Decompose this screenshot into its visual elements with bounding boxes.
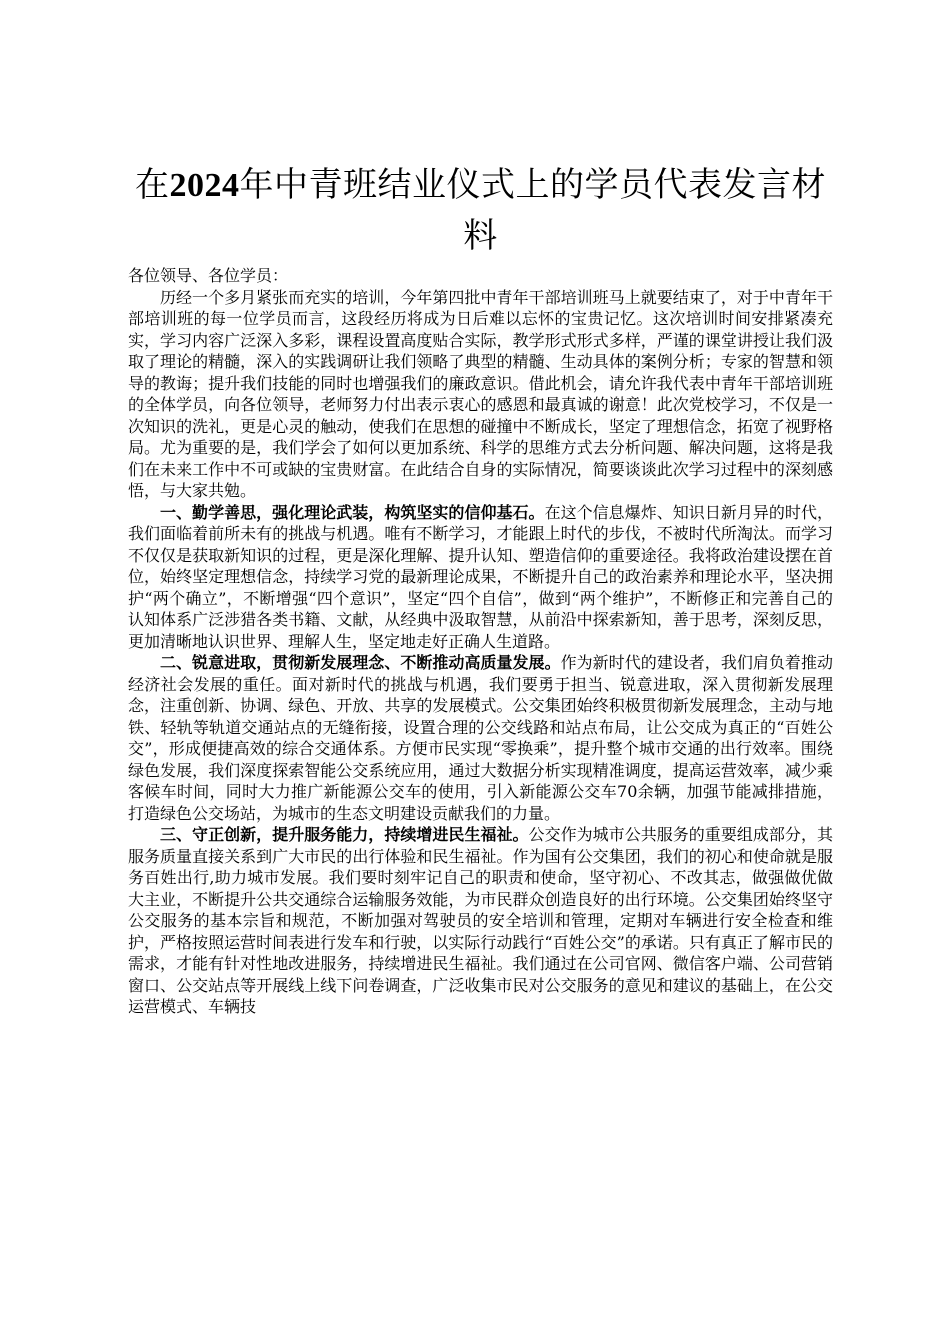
section-2-paragraph xyxy=(128,652,833,824)
section-3-body: 公交作为城市公共服务的重要组成部分，其服务质量直接关系到广大市民的出行体验和民生福祉。作为国有公交集团，我们的初心和使命就是服务百姓出行,助力城市发展。我们要时刻牢记自己的职责和使命，坚守初心、不改其志，做强做优做大主业，不断提升公共交通综合运输服务效能，为市民群众创造良好的出行环境。公交集团始终坚守公交服务的基本宗旨和规范，不断加强对驾驶员的安全培训和管理，定期对车辆进行安全检查和维护，严格按照运营时间表进行发车和行驶，以实际行动践行“百姓公交”的承诺。只有真正了解市民的需求，才能有针对性地改进服务，持续增进民生福祉。我们通过在公司官网、微信客户端、公司营销窗口、公交站点等开展线上线下问卷调查，广泛收集市民对公交服务的意见和建议的基础上，在公交运营模式、车辆技 xyxy=(128,825,833,1016)
section-1-paragraph xyxy=(128,502,833,653)
section-1-body: 在这个信息爆炸、知识日新月异的时代，我们面临着前所未有的挑战与机遇。唯有不断学习，才能跟上时代的步伐，不被时代所淘汰。而学习不仅仅是获取新知识的过程，更是深化理解、提升认知、塑造信仰的重要途径。我将政治建设摆在首位，始终坚定理想信念，持续学习党的最新理论成果，不断提升自己的政治素养和理论水平，坚决拥护“两个确立”，不断增强“四个意识”，坚定“四个自信”，做到“两个维护”，不断修正和完善自己的认知体系广泛涉猎各类书籍、文献，从经典中汲取智慧，从前沿中探索新知，善于思考，深刻反思，更加清晰地认识世界、理解人生，坚定地走好正确人生道路。 xyxy=(128,502,833,651)
section-1-heading: 一、勤学善思，强化理论武装，构筑坚实的信仰基石。 xyxy=(160,502,545,522)
intro-paragraph: 历经一个多月紧张而充实的培训，今年第四批中青年干部培训班马上就要结束了，对于中青年干部培训班的每一位学员而言，这段经历将成为日后难以忘怀的宝贵记忆。这次培训时间安排紧凑充实，学习内容广泛深入多彩，课程设置高度贴合实际，教学形式形式多样，严谨的课堂讲授让我们汲取了理论的精髓，深入的实践调研让我们领略了典型的精髓、生动具体的案例分析；专家的智慧和领导的教诲；提升我们技能的同时也增强我们的廉政意识。借此机会，请允许我代表中青年干部培训班的全体学员，向各位领导，老师努力付出表示衷心的感恩和最真诚的谢意！此次党校学习，不仅是一次知识的洗礼，更是心灵的触动，使我们在思想的碰撞中不断成长，坚定了理想信念，拓宽了视野格局。尤为重要的是，我们学会了如何以更加系统、科学的思维方式去分析问题、解决问题，这将是我们在未来工作中不可或缺的宝贵财富。在此结合自身的实际情况，简要谈谈此次学习过程中的深刻感悟，与大家共勉。 xyxy=(128,287,833,500)
section-2-heading: 二、锐意进取，贯彻新发展理念、不断推动高质量发展。 xyxy=(160,653,561,672)
section-3-paragraph xyxy=(128,824,833,1018)
section-2-body: 作为新时代的建设者，我们肩负着推动经济社会发展的重任。面对新时代的挑战与机遇，我们要勇于担当、锐意进取，深入贯彻新发展理念，注重创新、协调、绿色、开放、共享的发展模式。公交集团始终积极贯彻新发展理念，主动与地铁、轻轨等轨道交通站点的无缝衔接，设置合理的公交线路和站点布局，让公交成为真正的“百姓公交”，形成便捷高效的综合交通体系。方便市民实现“零换乘”，提升整个城市交通的出行效率。围绕绿色发展，我们深度探索智能公交系统应用，通过大数据分析实现精准调度，提高运营效率，减少乘客候车时间，同时大力推广新能源公交车的使用，引入新能源公交车70余辆，加强节能减排措施，打造绿色公交场站，为城市的生态文明建设贡献我们的力量。 xyxy=(128,653,833,823)
title-year: 2024 xyxy=(169,167,240,204)
section-3-heading: 三、守正创新，提升服务能力，持续增进民生福祉。 xyxy=(160,825,529,844)
document-title xyxy=(128,160,833,261)
salutation: 各位领导、各位学员： xyxy=(128,266,289,285)
title-suffix: 年中青班结业仪式上的学员代表发言材料 xyxy=(239,165,826,256)
document-page xyxy=(128,160,833,1018)
title-prefix: 在 xyxy=(135,165,170,205)
